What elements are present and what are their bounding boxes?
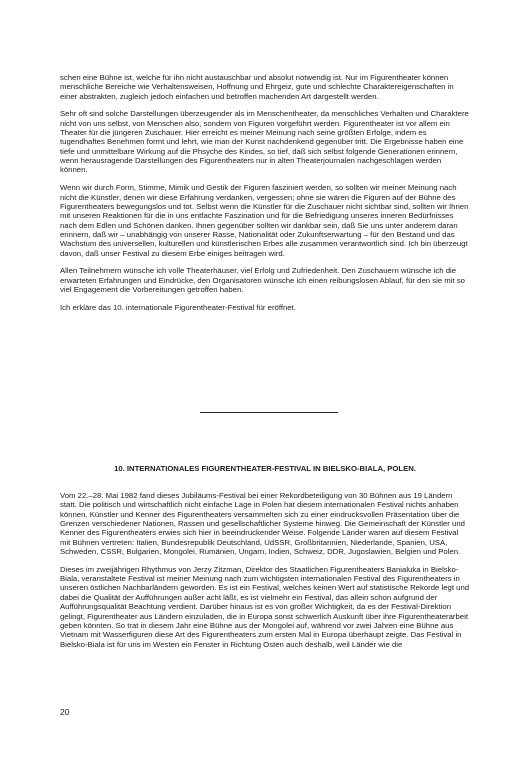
section-heading: 10. INTERNATIONALES FIGURENTHEATER-FESTIVAL IN BIELSKO-BIALA, POLEN. <box>114 464 416 473</box>
intro-text <box>60 73 470 312</box>
section-text <box>60 491 470 649</box>
paragraph: Sehr oft sind solche Darstellungen überzeugender als im Menschentheater, da menschliches Verhalten und Charaktere nicht von uns selbst, von Menschen also, sondern von Figuren vorgeführt werden. Figurentheater ist vor allem ein Theater für die jüngeren Zuschauer. Hier erreicht es meiner Meinung nach seine größten Erfolge, indem es tugendhaftes Benehmen formt und lehrt, wie man der Kunst nachdenkend gegenüber tritt. Die Ergebnisse haben eine tiefe und unmittelbare Wirkung auf die Phsyche des Kindes, so tief, daß sich selbst folgende Generationen erinnern, wenn herausragende Darstellungen des Figurentheaters nur in alten Theaterjournalen nachgeschlagen werden können. <box>60 109 469 175</box>
paragraph: Allen Teilnehmern wünsche ich volle Theaterhäuser, viel Erfolg und Zufriedenheit. Den Zuschauern wünsche ich die erwarteten Erfahrungen und Eindrücke, den Organisatoren wünsche ich einen reibungslosen Ablauf, für den sie mit so viel Engagement die Vorbereitungen getroffen haben. <box>60 266 465 295</box>
section-divider <box>200 412 338 413</box>
paragraph: Dieses im zweijährigen Rhythmus von Jerzy Zitzman, Direktor des Staatlichen Figurentheaters Banialuka in Bielsko-Biala, veranstaltete Festival ist meiner Meinung nach zum wichtigsten internationalen Festival des Figurentheaters in unseren östlichen Nachbarländern geworden. Es ist ein Festival, welches keinen Wert auf statistische Rekorde legt und dabei die Qualität der Aufführungen außer acht läßt, es ist vielmehr ein Festival, das allein schon aufgrund der Aufführungsqualität Beachtung verdient. Darüber hinaus ist es von großer Wichtigkeit, da es der Festival-Direktion gelingt, Figurentheater aus Ländern einzuladen, die in Europa sonst schwerlich Auskunft über ihre Figurentheaterarbeit geben könnten. So trat in diesem Jahr eine Bühne aus der Mongolei auf, während vor zwei Jahren eine Bühne aus Vietnam mit Wasserfiguren diese Art des Figurentheaters zum ersten Mal in Europa überhaupt zeigte. Das Festival in Bielsko-Biala ist für uns im Westen ein Fenster in Richtung Osten auch deshalb, weil Länder wie die <box>60 564 470 649</box>
paragraph: Vom 22.–28. Mai 1982 fand dieses Jubiläums-Festival bei einer Rekordbeteiligung von 30 Bühnen aus 19 Ländern statt. Die politisch und wirtschaftlich nicht einfache Lage in Polen hat diesem internationalen Festival nichts anhaben können. Künstler und Kenner des Figurentheaters versammelten sich zu einer eindrucksvollen Präsentation über die Grenzen verschiedener Nationen, Rassen und gesellschaftlicher Systeme hinweg. Die Gemeinschaft der Künstler und Kenner des Figurentheaters erwies sich hier in beeindruckender Weise. Folgende Länder waren auf diesem Festival mit Bühnen vertreten: Italien, Bundesrepublik Deutschland, UdSSR, Großbritannien, Niederlande, Spanien, USA, Schweden, CSSR, Bulgarien, Mongolei, Rumänien, Ungarn, Indien, Schweiz, DDR, Jugoslawien, Belgien und Polen. <box>60 491 465 557</box>
paragraph: schen eine Bühne ist, welche für ihn nicht austauschbar und absolut notwendig ist. Nur im Figurentheater können menschliche Bereiche wie Verhaltensweisen, Hoffnung und Ehrgeiz, gute und schlechte Charaktereigenschaften in einer abstrakten, zugleich jedoch einfachen und betroffen machenden Art dargestellt werden. <box>60 73 454 101</box>
page-number: 20 <box>60 707 70 717</box>
paragraph: Wenn wir durch Form, Stimme, Mimik und Gestik der Figuren fasziniert werden, so sollten wir meiner Meinung nach nicht die Künstler, denen wir diese Erfahrung verdanken, vergessen; ohne sie wären die Figuren auf der Bühne des Figurentheaters bewegungslos und tot. Selbst wenn die Künstler für die Zuschauer nicht sichtbar sind, sollten wir Ihnen mit unseren Reaktionen für die in uns entfachte Faszination und für die Befriedigung unseres inneren Bedürfnisses nach dem Edlen und Schönen danken. Ihnen gegenüber sollten wir dankbar sein, daß Sie uns unter anderem daran erinnern, daß wir – unabhängig von unserer Rasse, Nationalität oder Zukunftserwartung – für den Bestand und das Wachstum des universellen, kulturellen und künstlerischen Erbes alle zusammen verantwortlich sind. Ich bin überzeugt davon, daß unser Festival zu diesem Erbe einiges beitragen wird. <box>60 183 469 258</box>
paragraph: Ich erkläre das 10. internationale Figurentheater-Festival für eröffnet. <box>60 302 296 312</box>
